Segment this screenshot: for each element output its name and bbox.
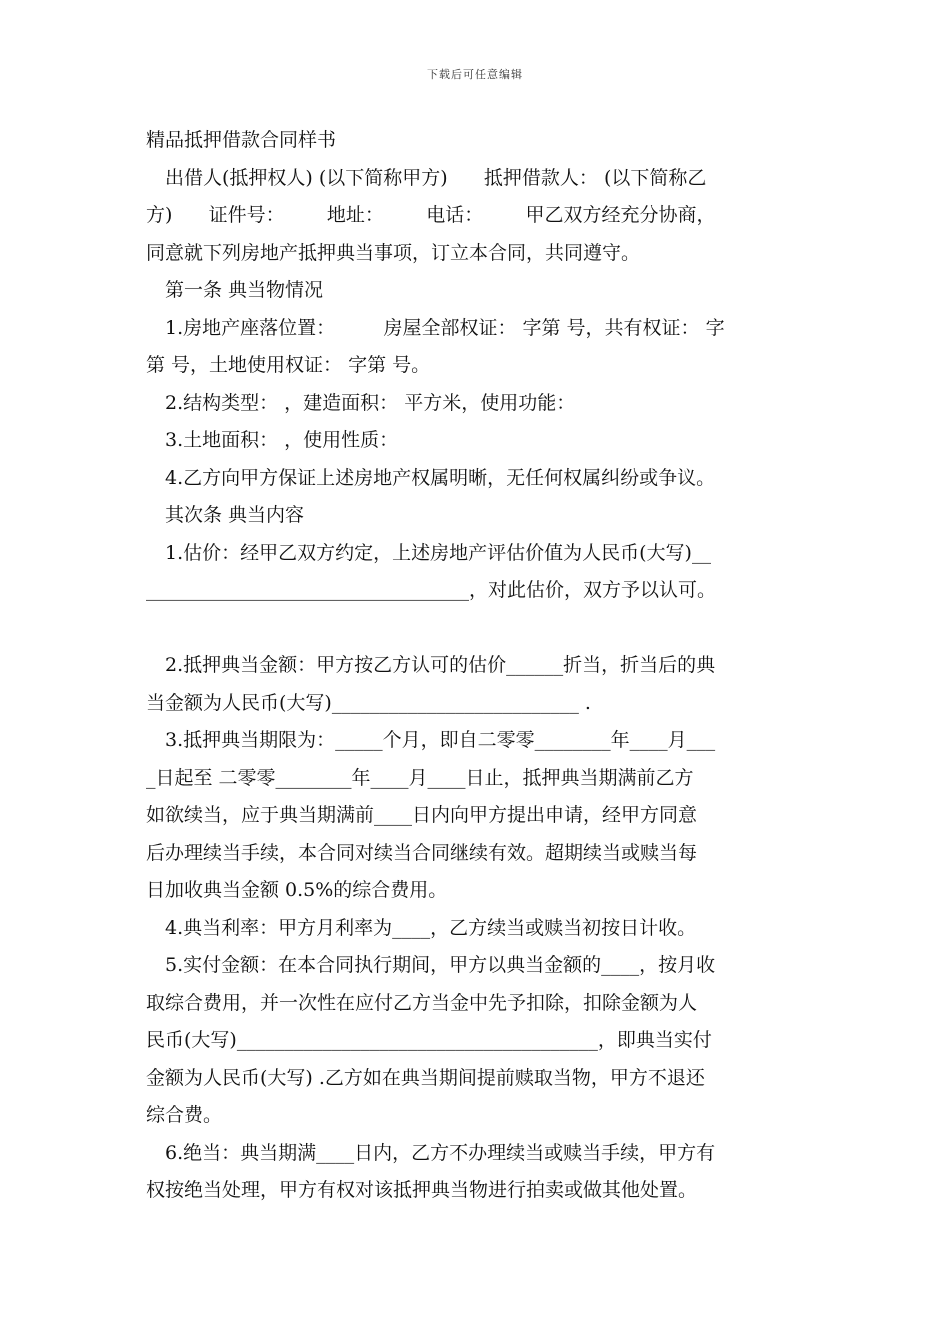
document-body bbox=[146, 122, 806, 1210]
paragraph-line: 5.实付金额：在本合同执行期间，甲方以典当金额的____，按月收 bbox=[165, 954, 716, 976]
paragraph-line: 后办理续当手续，本合同对续当合同继续有效。超期续当或赎当每 bbox=[146, 841, 698, 864]
paragraph-line: 金额为人民币(大写) .乙方如在典当期间提前赎取当物，甲方不退还 bbox=[146, 1066, 705, 1089]
blank-line bbox=[146, 610, 806, 648]
paragraph-line: 3.土地面积： ，使用性质： bbox=[165, 429, 399, 451]
paragraph-line: _日起至 二零零________年____月____日止，抵押典当期满前乙方 bbox=[146, 766, 694, 789]
section-heading: 其次条 典当内容 bbox=[165, 504, 305, 526]
section-heading: 第一条 典当物情况 bbox=[165, 279, 324, 301]
paragraph-line: 1.房地产座落位置： 房屋全部权证： 字第 号，共有权证： 字 bbox=[165, 316, 725, 339]
paragraph-line: 方) 证件号： 地址： 电话： 甲乙双方经充分协商， bbox=[146, 204, 716, 226]
paragraph-line: 6.绝当：典当期满____日内，乙方不办理续当或赎当手续，甲方有 bbox=[165, 1141, 716, 1164]
paragraph-line: 第 号，土地使用权证： 字第 号。 bbox=[146, 354, 431, 376]
paragraph-line: 同意就下列房地产抵押典当事项，订立本合同，共同遵守。 bbox=[146, 241, 641, 264]
paragraph-line: 2.抵押典当金额：甲方按乙方认可的估价______折当，折当后的典 bbox=[165, 654, 716, 676]
paragraph-line: 综合费。 bbox=[146, 1104, 223, 1126]
paragraph-line: 4.乙方向甲方保证上述房地产权属明晰，无任何权属纠纷或争议。 bbox=[165, 466, 716, 489]
paragraph-line: 1.估价：经甲乙双方约定，上述房地产评估价值为人民币(大写)__ bbox=[165, 541, 711, 564]
paragraph-line: 3.抵押典当期限为：_____个月，即自二零零________年____月___ bbox=[165, 729, 716, 751]
header-note: 下载后可任意编辑 bbox=[427, 68, 523, 81]
paragraph-line: 权按绝当处理，甲方有权对该抵押典当物进行拍卖或做其他处置。 bbox=[146, 1179, 698, 1201]
paragraph-line: 2.结构类型： ，建造面积： 平方米，使用功能： bbox=[165, 391, 576, 414]
paragraph-line: 民币(大写)______________________________________，即典当实付 bbox=[146, 1029, 712, 1051]
paragraph-line: 出借人(抵押权人) (以下简称甲方) 抵押借款人： (以下简称乙 bbox=[165, 166, 707, 189]
paragraph-line: 当金额为人民币(大写)__________________________ . bbox=[146, 691, 591, 714]
paragraph-line: 4.典当利率：甲方月利率为____，乙方续当或赎当初按日计收。 bbox=[165, 916, 697, 939]
paragraph-line: __________________________________，对此估价，双方予以认可。 bbox=[146, 579, 717, 601]
document-title: 精品抵押借款合同样书 bbox=[146, 129, 337, 151]
paragraph-line: 取综合费用，并一次性在应付乙方当金中先予扣除，扣除金额为人 bbox=[146, 991, 698, 1014]
paragraph-line: 如欲续当，应于典当期满前____日内向甲方提出申请，经甲方同意 bbox=[146, 804, 698, 826]
paragraph-line: 日加收典当金额 0.5%的综合费用。 bbox=[146, 879, 448, 901]
